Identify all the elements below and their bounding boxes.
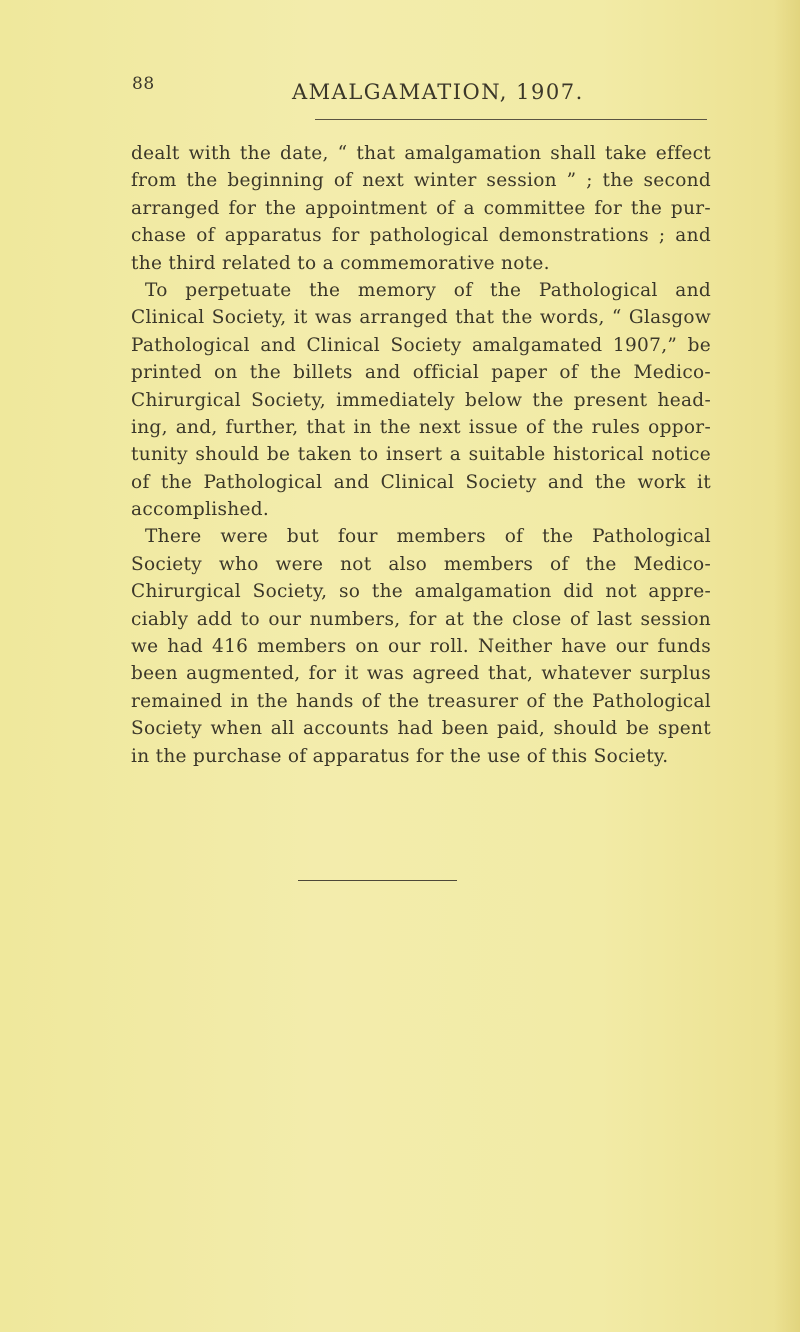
text-line: Chirurgical Society, immediately below the present head-: [131, 389, 711, 411]
text-line: Chirurgical Society, so the amalgamation did not appre-: [131, 581, 711, 603]
text-line: of the Pathological and Clinical Society and the work it: [131, 471, 711, 493]
text-line: the third related to a commemorative note.: [131, 252, 550, 274]
running-title: AMALGAMATION, 1907.: [292, 80, 584, 104]
text-line: Clinical Society, it was arranged that the words, “ Glasgow: [131, 307, 711, 329]
text-line: ing, and, further, that in the next issue of the rules oppor-: [131, 416, 711, 438]
body-text: [131, 140, 711, 770]
text-line: To perpetuate the memory of the Pathological and: [145, 279, 711, 301]
text-line: been augmented, for it was agreed that, whatever surplus: [131, 663, 711, 685]
text-line: dealt with the date, “ that amalgamation shall take effect: [131, 143, 711, 164]
header-rule: [315, 119, 707, 120]
text-line: tunity should be taken to insert a suitable historical notice: [131, 444, 711, 466]
text-line: Society when all accounts had been paid, should be spent: [131, 718, 711, 740]
text-line: There were but four members of the Pathological: [145, 526, 711, 548]
section-end-rule: [298, 880, 457, 881]
page-edge-shadow: [774, 0, 800, 1332]
text-line: we had 416 members on our roll. Neither have our funds: [131, 636, 711, 658]
text-line: accomplished.: [131, 499, 270, 521]
text-line: Society who were not also members of the Medico-: [131, 553, 711, 575]
text-line: arranged for the appointment of a committee for the pur-: [131, 197, 711, 219]
text-line: in the purchase of apparatus for the use of this Society.: [131, 745, 669, 767]
text-line: chase of apparatus for pathological demonstrations ; and: [131, 225, 711, 247]
text-line: Pathological and Clinical Society amalgamated 1907,” be: [131, 334, 711, 356]
text-line: remained in the hands of the treasurer of the Pathological: [131, 690, 711, 712]
text-line: printed on the billets and official paper of the Medico-: [131, 362, 711, 384]
text-line: ciably add to our numbers, for at the close of last session: [131, 608, 711, 630]
page-number: 88: [132, 74, 155, 94]
text-line: from the beginning of next winter session ” ; the second: [131, 170, 711, 192]
